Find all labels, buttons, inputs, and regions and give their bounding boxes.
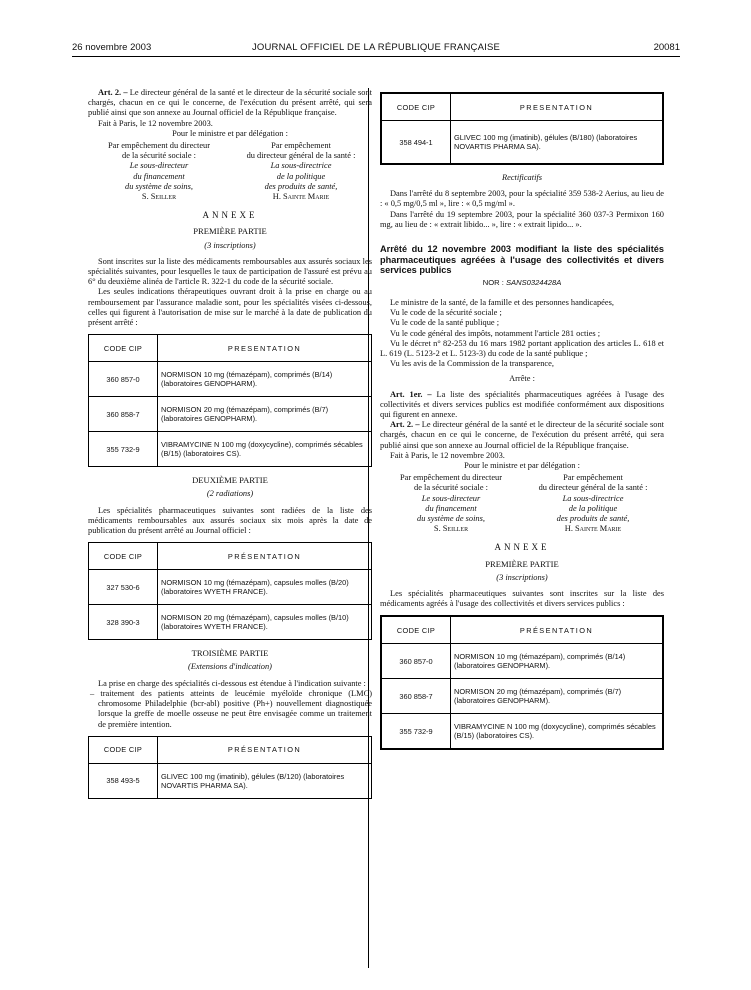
col-header-presentation: PRÉSENTATION	[451, 616, 664, 644]
right-art1-text: La liste des spécialités pharmaceutiques agréées à l'usage des collectivités et divers services publics est modifiée conformément aux dispositions qui figurent en annexe.	[380, 389, 665, 420]
table-row	[89, 763, 372, 798]
nor-reference	[380, 278, 664, 288]
cell-code: 327 530-6	[89, 570, 158, 605]
sig-line: du financement	[425, 503, 477, 513]
table-radiations	[88, 542, 372, 640]
cell-code: 355 732-9	[381, 714, 451, 750]
sig-line: Le sous-directeur	[421, 493, 481, 503]
header-page-number: 20081	[653, 42, 680, 53]
col-header-code: CODE CIP	[89, 335, 158, 362]
left-art2-text: Le directeur général de la santé et le directeur de la sécurité sociale sont chargés, chacun en ce qui le concerne, de l'exécution du présent arrêté, qui sera publié ainsi que son annexe au Journal officiel de la République française.	[88, 88, 372, 118]
left-art2-label: Art. 2. –	[98, 88, 128, 97]
right-art2	[380, 420, 664, 451]
left-signatures	[88, 141, 372, 202]
table-row	[89, 397, 372, 432]
right-art1-label: Art. 1er. –	[390, 389, 432, 399]
right-sig-right	[522, 473, 664, 534]
vu-line: Vu le code de la santé publique ;	[390, 318, 500, 328]
col-header-presentation: PRÉSENTATION	[158, 543, 372, 570]
cell-presentation: NORMISON 10 mg (témazépam), comprimés (B/14) (laboratoires GENOPHARM).	[451, 644, 664, 679]
header-date: 26 novembre 2003	[72, 42, 152, 53]
col-header-code: CODE CIP	[381, 93, 451, 121]
cell-code: 360 857-0	[381, 644, 451, 679]
sig-line: du système de soins,	[417, 514, 485, 524]
table-row	[89, 362, 372, 397]
sig-line: du directeur général de la santé :	[246, 151, 356, 161]
cell-presentation: GLIVEC 100 mg (imatinib), gélules (B/120) (laboratoires NOVARTIS PHARMA SA).	[158, 763, 372, 798]
sig-line: du financement	[133, 171, 185, 181]
table-extensions-continued	[380, 92, 664, 165]
right-fait: Fait à Paris, le 12 novembre 2003.	[390, 450, 505, 460]
table-row	[89, 432, 372, 467]
sig-line: La sous-directrice	[270, 161, 332, 171]
sig-line: de la sécurité sociale :	[122, 151, 196, 161]
sig-line: du directeur général de la santé :	[538, 483, 648, 493]
vu-line: Vu les avis de la Commission de la transparence,	[390, 359, 554, 369]
table-row	[381, 679, 663, 714]
right-art2-text: Le directeur général de la santé et le directeur de la sécurité sociale sont chargés, chacun en ce qui le concerne, de l'exécution du présent arrêté, qui sera publié ainsi que son annexe au Journal officiel de la République française.	[380, 420, 664, 450]
sig-line: Par empêchement du directeur	[399, 473, 503, 483]
sig-line: des produits de santé,	[556, 514, 630, 524]
right-art1	[380, 390, 664, 421]
cell-presentation: NORMISON 10 mg (témazépam), capsules molles (B/20) (laboratoires WYETH FRANCE).	[158, 570, 372, 605]
sig-name: S. Seiller	[141, 192, 177, 202]
right-column	[380, 92, 664, 758]
table-row	[89, 570, 372, 605]
right-part1-subtitle: (3 inscriptions)	[496, 572, 548, 582]
sig-line: Le sous-directeur	[129, 161, 189, 171]
sig-line: Par empêchement	[563, 473, 623, 483]
vu-line: Vu le code de la sécurité sociale ;	[390, 308, 502, 318]
rectificatifs-heading: Rectificatifs	[501, 173, 542, 182]
right-part1-heading: PREMIÈRE PARTIE	[485, 558, 559, 569]
cell-presentation: VIBRAMYCINE N 100 mg (doxycycline), comprimés sécables (B/15) (laboratoires CS).	[158, 432, 372, 467]
col-header-presentation: PRESENTATION	[158, 335, 372, 362]
left-part1-heading: PREMIÈRE PARTIE	[193, 226, 267, 237]
sig-name: S. Seiller	[433, 524, 469, 534]
left-sig-right	[230, 141, 372, 202]
cell-code: 358 494-1	[381, 121, 451, 165]
sig-line: La sous-directrice	[562, 493, 624, 503]
rectificatif-1: Dans l'arrêté du 8 septembre 2003, pour la spécialité 359 538-2 Aerius, au lieu de : « 0,5 mg/0,5 ml », lire : « 0,5 mg/ml ».	[380, 189, 664, 209]
col-header-presentation: PRÉSENTATION	[158, 736, 372, 763]
header-journal-title: JOURNAL OFFICIEL DE LA RÉPUBLIQUE FRANÇAISE	[251, 42, 501, 53]
left-sig-left	[88, 141, 230, 202]
left-part2-subtitle: (2 radiations)	[206, 489, 254, 499]
left-part1-text2: Les seules indications thérapeutiques ouvrant droit à la prise en charge ou au remboursement par l'assurance maladie sont, pour les spécialités visées ci-dessous, celles qui figurent à l'autorisation de mise sur le marché à la date de publication du présent arrêté :	[88, 287, 372, 328]
left-column	[88, 88, 372, 807]
page-header	[72, 42, 680, 56]
left-art2	[88, 88, 372, 119]
cell-presentation: GLIVEC 100 mg (imatinib), gélules (B/180) (laboratoires NOVARTIS PHARMA SA).	[451, 121, 664, 165]
left-annexe-heading: ANNEXE	[202, 210, 258, 221]
sig-line: Par empêchement du directeur	[107, 141, 211, 151]
cell-code: 360 857-0	[89, 362, 158, 397]
sig-name: H. Sainte Marie	[564, 524, 622, 534]
cell-presentation: NORMISON 20 mg (témazépam), comprimés (B/7) (laboratoires GENOPHARM).	[451, 679, 664, 714]
table-inscriptions	[88, 334, 372, 467]
arrete-word: Arrête :	[509, 374, 535, 384]
nor-code: SANS0324428A	[505, 277, 562, 287]
rectificatif-2: Dans l'arrêté du 19 septembre 2003, pour la spécialité 360 037-3 Permixon 160 mg, au lieu de : « extrait libido... », lire : « extrait lipido... ».	[380, 209, 664, 229]
left-fait: Fait à Paris, le 12 novembre 2003.	[98, 118, 213, 128]
col-header-code: CODE CIP	[381, 616, 451, 644]
sig-line: des produits de santé,	[264, 181, 338, 191]
table-row	[381, 121, 663, 165]
right-delegation: Pour le ministre et par délégation :	[464, 461, 580, 471]
left-part3-text: La prise en charge des spécialités ci-dessous est étendue à l'indication suivante :	[98, 678, 366, 688]
right-signatures	[380, 473, 664, 534]
sig-line: de la politique	[276, 171, 326, 181]
left-part1-text1: Sont inscrites sur la liste des médicaments remboursables aux assurés sociaux les spécialités suivantes, pour lesquelles le taux de participation de l'assuré est prévu au 6° du deuxième alinéa de l'article R. 322-1 du code de la sécurité sociale.	[88, 256, 372, 287]
sig-line: de la sécurité sociale :	[414, 483, 488, 493]
left-part3-heading: TROISIÈME PARTIE	[191, 648, 269, 659]
cell-presentation: VIBRAMYCINE N 100 mg (doxycycline), comprimés sécables (B/15) (laboratoires CS).	[451, 714, 664, 750]
col-header-code: CODE CIP	[89, 543, 158, 570]
sig-name: H. Sainte Marie	[272, 192, 330, 202]
cell-code: 355 732-9	[89, 432, 158, 467]
table-collectivites	[380, 615, 664, 750]
cell-presentation: NORMISON 10 mg (témazépam), comprimés (B/14) (laboratoires GENOPHARM).	[158, 362, 372, 397]
left-part3-item: – traitement des patients atteints de leucémie myéloïde chronique (LMC) chromosome Philadelphie (bcr-abl) positive (Ph+) nouvellement diagnostiquée lorsque la greffe de moelle osseuse ne peut être envisagée comme un traitement de première intention.	[90, 688, 372, 729]
right-sig-left	[380, 473, 522, 534]
arrete-intro: Le ministre de la santé, de la famille et des personnes handicapées,	[390, 298, 614, 307]
table-row	[381, 644, 663, 679]
sig-line: du système de soins,	[125, 181, 193, 191]
sig-line: Par empêchement	[271, 141, 331, 151]
col-header-code: CODE CIP	[89, 736, 158, 763]
table-extensions	[88, 736, 372, 799]
header-rule	[72, 56, 680, 57]
sig-line: de la politique	[568, 503, 618, 513]
right-annexe-heading: ANNEXE	[494, 542, 550, 553]
cell-code: 360 858-7	[89, 397, 158, 432]
left-part2-heading: DEUXIÈME PARTIE	[192, 475, 268, 486]
vu-line: Vu le décret n° 82-253 du 16 mars 1982 portant application des articles L. 618 et L. 619 (L. 5123-2 et L. 5123-3) du code de la santé publique ;	[380, 338, 664, 359]
cell-presentation: NORMISON 20 mg (témazépam), capsules molles (B/10) (laboratoires WYETH FRANCE).	[158, 605, 372, 640]
cell-code: 358 493-5	[89, 763, 158, 798]
left-part2-text: Les spécialités pharmaceutiques suivantes sont radiées de la liste des médicaments remboursables aux assurés sociaux six mois après la date de publication du présent arrêté au Journal officiel :	[88, 505, 372, 536]
nor-label: NOR :	[482, 277, 504, 287]
vu-line: Vu le code général des impôts, notamment l'article 281 octies ;	[390, 328, 601, 338]
left-part3-subtitle: (Extensions d'indication)	[188, 662, 272, 672]
arrete-title: Arrêté du 12 novembre 2003 modifiant la liste des spécialités pharmaceutiques agréées à l'usage des collectivités et divers services publics	[380, 244, 664, 276]
left-part1-subtitle: (3 inscriptions)	[204, 240, 256, 250]
table-row	[381, 714, 663, 750]
table-row	[89, 605, 372, 640]
right-art2-label: Art. 2. –	[390, 420, 420, 430]
right-part1-text: Les spécialités pharmaceutiques suivantes sont inscrites sur la liste des médicaments agréés à l'usage des collectivités et divers services publics :	[380, 589, 664, 609]
cell-presentation: NORMISON 20 mg (témazépam), comprimés (B/7) (laboratoires GENOPHARM).	[158, 397, 372, 432]
cell-code: 360 858-7	[381, 679, 451, 714]
left-delegation: Pour le ministre et par délégation :	[172, 128, 288, 138]
col-header-presentation: PRESENTATION	[451, 93, 664, 121]
cell-code: 328 390-3	[89, 605, 158, 640]
